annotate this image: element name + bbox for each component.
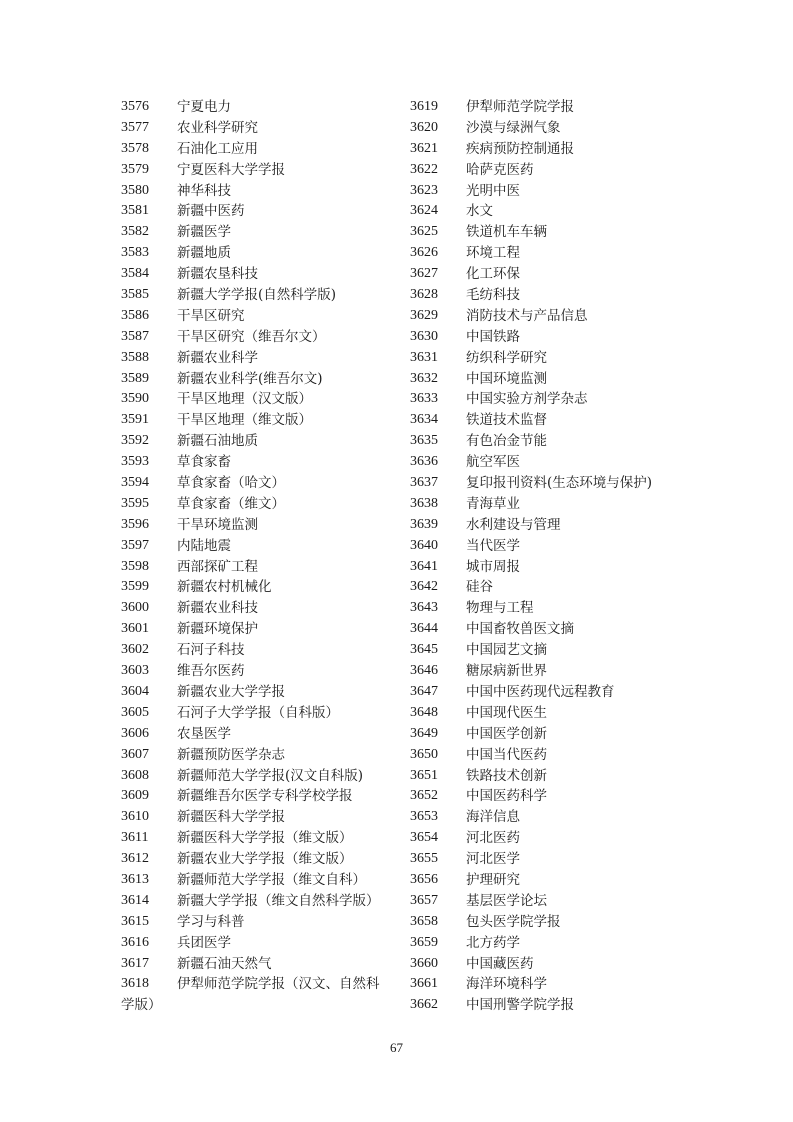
entry-number: 3615 [121,913,149,929]
entry-number: 3630 [410,328,438,344]
journal-title: 新疆大学学报（维文自然科学版） [177,892,380,909]
journal-title: 中国畜牧兽医文摘 [466,621,574,638]
journal-title: 包头医学院学报 [466,913,561,930]
entry-number: 3599 [121,579,149,595]
entry-number: 3614 [121,892,149,908]
journal-title: 中国医药科学 [466,788,547,805]
entry-number: 3633 [410,391,438,407]
entry-number: 3618 [121,976,149,992]
entry-number: 3631 [410,349,438,365]
journal-entry [410,118,710,139]
journal-entry [410,995,710,1016]
page-number: 67 [390,1040,403,1055]
entry-number: 3632 [410,370,438,386]
journal-title: 新疆医科大学学报（维文版） [177,830,353,847]
journal-entry [410,452,710,473]
journal-title: 新疆石油天然气 [177,955,272,972]
journal-title: 铁道机车车辆 [466,224,547,241]
entry-number: 3654 [410,830,438,846]
journal-entry [121,494,391,515]
journal-entry [410,724,710,745]
journal-entry [121,954,391,975]
entry-number: 3592 [121,433,149,449]
journal-entry [410,285,710,306]
journal-title: 铁道技术监督 [466,412,547,429]
journal-entry [121,724,391,745]
journal-entry [121,619,391,640]
journal-title: 新疆农业大学学报（维文版） [177,851,353,868]
journal-title: 农垦医学 [177,725,231,742]
journal-title: 中国园艺文摘 [466,642,547,659]
entry-number: 3626 [410,245,438,261]
journal-title: 新疆农业大学学报 [177,683,285,700]
entry-number: 3620 [410,119,438,135]
journal-entry [121,703,391,724]
journal-entry [121,515,391,536]
entry-number: 3656 [410,871,438,887]
journal-entry [121,933,391,954]
journal-entry [121,243,391,264]
journal-entry [410,515,710,536]
journal-title: 石河子大学学报（自科版） [177,704,339,721]
journal-entry [410,598,710,619]
entry-number: 3590 [121,391,149,407]
entry-number: 3582 [121,224,149,240]
journal-entry [410,139,710,160]
entry-number: 3643 [410,600,438,616]
journal-entry [121,557,391,578]
journal-entry [410,891,710,912]
entry-number: 3644 [410,621,438,637]
journal-title-continuation: 学版） [121,997,162,1014]
entry-number: 3595 [121,495,149,511]
journal-entry [121,577,391,598]
journal-entry [410,222,710,243]
journal-title: 毛纺科技 [466,287,520,304]
journal-title: 学习与科普 [177,913,245,930]
entry-number: 3598 [121,558,149,574]
entry-number: 3594 [121,475,149,491]
entry-number: 3647 [410,683,438,699]
journal-entry [121,598,391,619]
journal-entry [121,327,391,348]
journal-title: 新疆医科大学学报 [177,809,285,826]
entry-number: 3629 [410,307,438,323]
journal-entry [121,348,391,369]
journal-entry [121,473,391,494]
journal-title: 水利建设与管理 [466,516,561,533]
journal-title: 维吾尔医药 [177,663,245,680]
journal-title: 兵团医学 [177,934,231,951]
journal-entry [121,452,391,473]
entry-number: 3602 [121,642,149,658]
entry-number: 3608 [121,767,149,783]
journal-title: 干旱区研究 [177,307,245,324]
journal-title: 新疆师范大学学报（维文自科） [177,871,366,888]
entry-number: 3648 [410,704,438,720]
entry-number: 3609 [121,788,149,804]
entry-number: 3613 [121,871,149,887]
entry-number: 3612 [121,851,149,867]
journal-title: 新疆地质 [177,245,231,262]
entry-number: 3652 [410,788,438,804]
journal-title: 基层医学论坛 [466,892,547,909]
entry-number: 3601 [121,621,149,637]
journal-entry [410,97,710,118]
journal-entry-wrapped [121,974,391,1016]
entry-number: 3607 [121,746,149,762]
journal-title: 纺织科学研究 [466,349,547,366]
journal-title: 有色冶金节能 [466,433,547,450]
journal-entry [410,369,710,390]
journal-title: 中国医学创新 [466,725,547,742]
journal-title: 石河子科技 [177,642,245,659]
journal-title: 伊犁师范学院学报 [466,99,574,115]
journal-title: 光明中医 [466,182,520,199]
entry-number: 3639 [410,516,438,532]
entry-number: 3650 [410,746,438,762]
journal-title: 新疆农业科技 [177,600,258,617]
journal-title: 西部探矿工程 [177,558,258,575]
journal-entry [121,222,391,243]
journal-title: 中国当代医药 [466,746,547,763]
journal-title: 复印报刊资料(生态环境与保护) [466,475,653,492]
entry-number: 3623 [410,182,438,198]
entry-number: 3635 [410,433,438,449]
journal-entry [410,870,710,891]
journal-title: 环境工程 [466,245,520,262]
journal-entry [410,954,710,975]
journal-title: 新疆农业科学 [177,349,258,366]
journal-title: 草食家畜（维文） [177,495,285,512]
journal-title: 新疆大学学报(自然科学版) [177,287,337,304]
journal-title: 中国刑警学院学报 [466,997,574,1014]
entry-number: 3645 [410,642,438,658]
entry-number: 3606 [121,725,149,741]
journal-entry [410,201,710,222]
journal-entry [410,410,710,431]
entry-number: 3659 [410,934,438,950]
journal-entry [410,619,710,640]
journal-title: 中国藏医药 [466,955,534,972]
journal-entry [410,264,710,285]
entry-number: 3584 [121,266,149,282]
journal-entry [410,577,710,598]
journal-entry [121,201,391,222]
journal-title: 化工环保 [466,266,520,283]
journal-entry [410,160,710,181]
journal-title: 新疆农垦科技 [177,266,258,283]
journal-title: 中国铁路 [466,328,520,345]
entry-number: 3622 [410,161,438,177]
journal-entry [121,849,391,870]
entry-number: 3634 [410,412,438,428]
journal-entry [121,118,391,139]
journal-title: 中国现代医生 [466,704,547,721]
journal-entry [410,974,710,995]
journal-entry [410,661,710,682]
journal-entry [121,661,391,682]
journal-entry [121,264,391,285]
journal-entry [121,181,391,202]
entry-number: 3653 [410,809,438,825]
journal-entry [121,870,391,891]
entry-number: 3578 [121,140,149,156]
right-journal-column [410,97,710,1016]
journal-title: 草食家畜（哈文） [177,475,285,492]
journal-title: 石油化工应用 [177,140,258,157]
journal-entry [410,786,710,807]
entry-number: 3580 [121,182,149,198]
journal-title: 宁夏医科大学学报 [177,161,285,178]
journal-entry [121,745,391,766]
journal-title: 沙漠与绿洲气象 [466,119,561,136]
journal-entry [121,536,391,557]
journal-entry [410,640,710,661]
journal-entry [121,160,391,181]
entry-number: 3593 [121,454,149,470]
journal-entry [410,536,710,557]
entry-number: 3577 [121,119,149,135]
entry-number: 3660 [410,955,438,971]
journal-entry [410,389,710,410]
journal-title: 农业科学研究 [177,119,258,136]
entry-number: 3655 [410,851,438,867]
journal-title: 新疆农村机械化 [177,579,272,596]
journal-entry [410,473,710,494]
entry-number: 3596 [121,516,149,532]
left-journal-column [121,97,391,1016]
journal-title: 消防技术与产品信息 [466,307,588,324]
entry-number: 3640 [410,537,438,553]
entry-number: 3616 [121,934,149,950]
journal-entry [410,807,710,828]
journal-entry [410,828,710,849]
journal-title: 新疆中医药 [177,203,245,220]
journal-title: 疾病预防控制通报 [466,140,574,157]
entry-number: 3658 [410,913,438,929]
journal-title: 宁夏电力 [177,99,231,115]
journal-title: 新疆农业科学(维吾尔文) [177,370,323,387]
journal-title: 硅谷 [466,579,493,596]
journal-title: 中国实验方剂学杂志 [466,391,588,408]
journal-entry [121,682,391,703]
journal-title: 青海草业 [466,495,520,512]
entry-number: 3646 [410,663,438,679]
journal-title: 中国环境监测 [466,370,547,387]
entry-number: 3611 [121,830,149,846]
journal-title: 海洋信息 [466,809,520,826]
journal-title: 铁路技术创新 [466,767,547,784]
entry-number: 3617 [121,955,149,971]
journal-title: 航空军医 [466,454,520,471]
journal-entry [121,891,391,912]
entry-number: 3588 [121,349,149,365]
journal-title: 新疆石油地质 [177,433,258,450]
entry-number: 3636 [410,454,438,470]
journal-title: 干旱区地理（汉文版） [177,391,312,408]
journal-title: 新疆维吾尔医学专科学校学报 [177,788,353,805]
journal-title: 内陆地震 [177,537,231,554]
journal-title: 护理研究 [466,871,520,888]
journal-title: 草食家畜 [177,454,231,471]
journal-entry [121,285,391,306]
journal-entry [410,306,710,327]
entry-number: 3642 [410,579,438,595]
entry-number: 3637 [410,475,438,491]
entry-number: 3591 [121,412,149,428]
journal-entry [410,494,710,515]
entry-number: 3628 [410,287,438,303]
journal-title: 伊犁师范学院学报（汉文、自然科 [177,976,380,993]
journal-entry [121,97,391,118]
entry-number: 3627 [410,266,438,282]
journal-entry [410,912,710,933]
journal-entry [410,703,710,724]
journal-entry [410,431,710,452]
journal-entry [121,306,391,327]
entry-number: 3625 [410,224,438,240]
journal-entry [121,766,391,787]
journal-entry [121,828,391,849]
entry-number: 3651 [410,767,438,783]
entry-number: 3657 [410,892,438,908]
journal-entry [121,640,391,661]
journal-entry [121,431,391,452]
journal-title: 干旱区研究（维吾尔文） [177,328,326,345]
journal-entry [410,766,710,787]
journal-entry [410,745,710,766]
entry-number: 3583 [121,245,149,261]
entry-number: 3603 [121,663,149,679]
journal-entry [121,807,391,828]
journal-entry [410,243,710,264]
journal-title: 城市周报 [466,558,520,575]
journal-title: 当代医学 [466,537,520,554]
entry-number: 3600 [121,600,149,616]
journal-title: 神华科技 [177,182,231,199]
entry-number: 3649 [410,725,438,741]
entry-number: 3585 [121,287,149,303]
entry-number: 3579 [121,161,149,177]
journal-title: 中国中医药现代远程教育 [466,683,615,700]
entry-number: 3604 [121,683,149,699]
journal-title: 水文 [466,203,493,220]
journal-entry [410,181,710,202]
entry-number: 3610 [121,809,149,825]
journal-entry [410,557,710,578]
journal-title: 河北医药 [466,830,520,847]
journal-entry [121,389,391,410]
entry-number: 3581 [121,203,149,219]
entry-number: 3586 [121,307,149,323]
entry-number: 3638 [410,495,438,511]
journal-title: 干旱区地理（维文版） [177,412,312,429]
entry-number: 3587 [121,328,149,344]
journal-title: 河北医学 [466,851,520,868]
journal-entry [410,348,710,369]
entry-number: 3641 [410,558,438,574]
journal-title: 新疆医学 [177,224,231,241]
entry-number: 3589 [121,370,149,386]
journal-entry [410,849,710,870]
journal-title: 哈萨克医药 [466,161,534,178]
journal-entry [410,327,710,348]
journal-title: 干旱环境监测 [177,516,258,533]
journal-title: 北方药学 [466,934,520,951]
journal-title: 物理与工程 [466,600,534,617]
entry-number: 3624 [410,203,438,219]
journal-entry [410,682,710,703]
entry-number: 3576 [121,99,149,114]
journal-entry [121,139,391,160]
journal-title: 糖尿病新世界 [466,663,547,680]
entry-number: 3662 [410,997,438,1013]
journal-entry [121,369,391,390]
entry-number: 3619 [410,99,438,114]
journal-title: 新疆环境保护 [177,621,258,638]
entry-number: 3661 [410,976,438,992]
journal-entry [121,912,391,933]
entry-number: 3597 [121,537,149,553]
entry-number: 3605 [121,704,149,720]
journal-title: 新疆预防医学杂志 [177,746,285,763]
journal-title: 新疆师范大学学报(汉文自科版) [177,767,364,784]
entry-number: 3621 [410,140,438,156]
journal-entry [410,933,710,954]
journal-entry [121,410,391,431]
journal-entry [121,786,391,807]
journal-title: 海洋环境科学 [466,976,547,993]
